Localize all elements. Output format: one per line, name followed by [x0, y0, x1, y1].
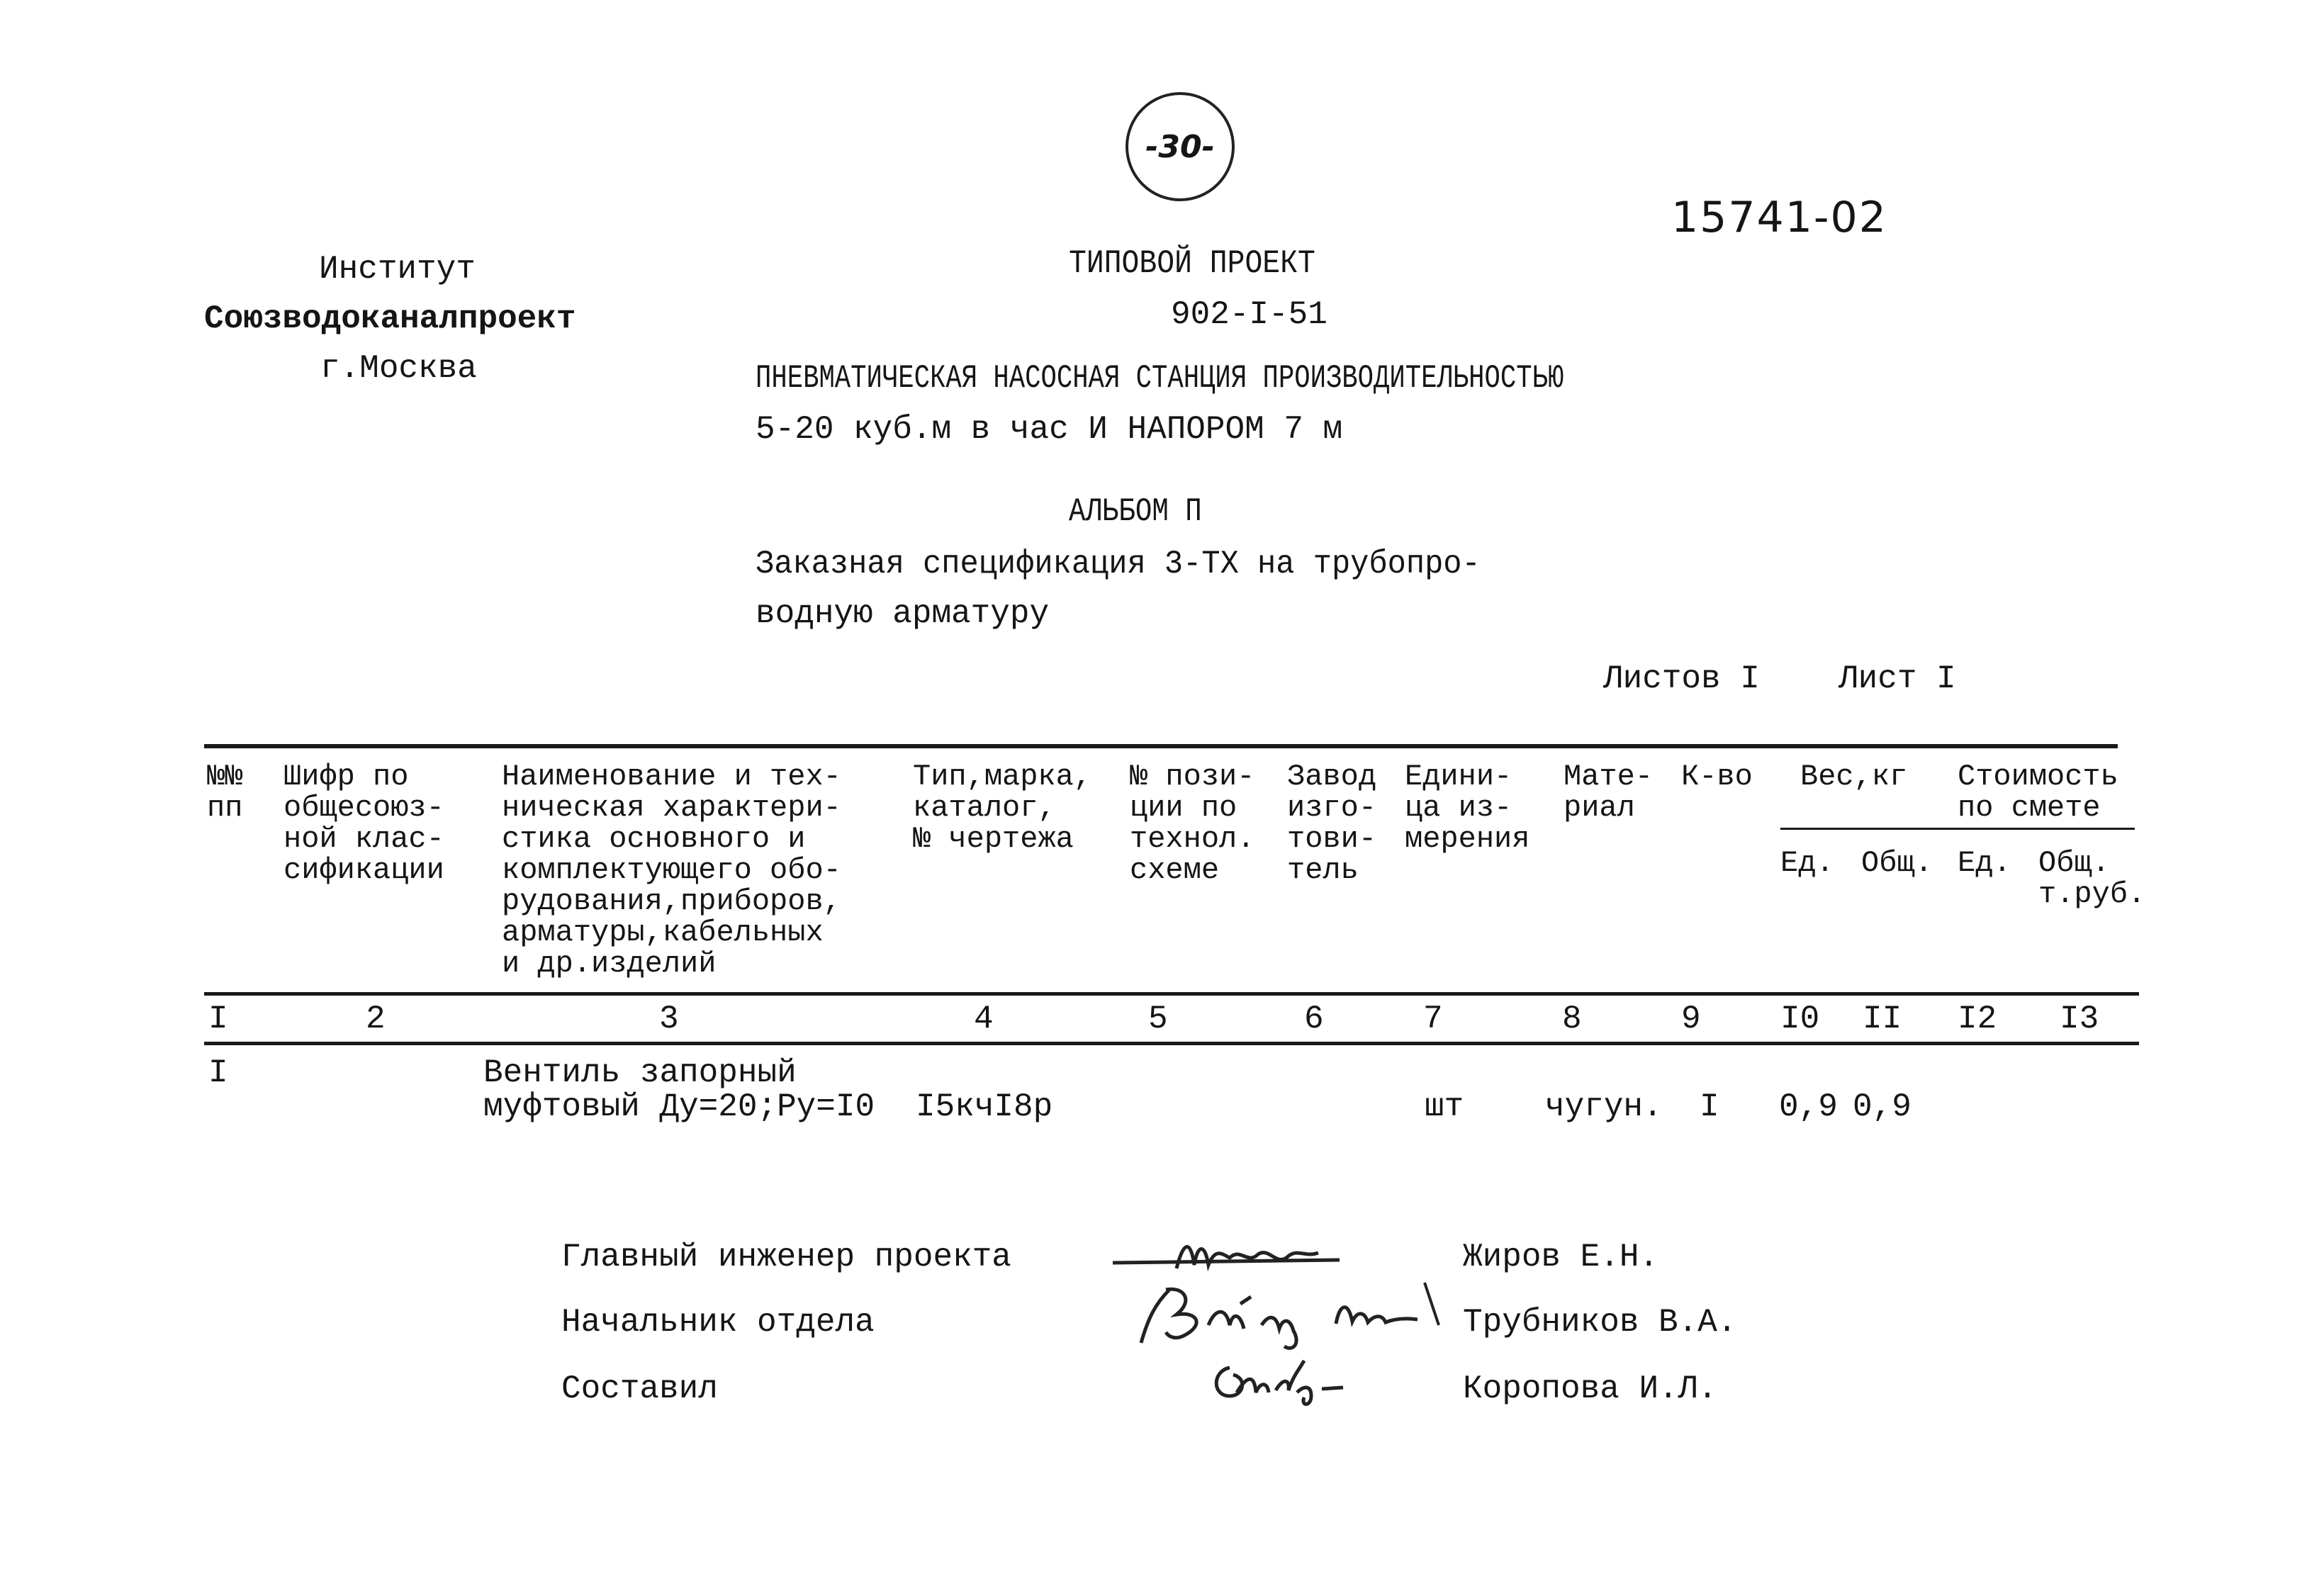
project-title-line2: 5-20 куб.м в час И НАПОРОМ 7 м — [756, 411, 1343, 448]
cell-weight-unit: 0,9 — [1779, 1088, 1838, 1125]
institute-label: Институт — [319, 251, 476, 288]
signature-name-department-head: Трубников В.А. — [1463, 1304, 1737, 1341]
header-cost-group: Стоимость по смете — [1958, 760, 2118, 825]
header-cost-unit: Ед. — [1958, 846, 2011, 880]
cell-weight-total: 0,9 — [1853, 1088, 1912, 1125]
column-number: 5 — [1148, 1001, 1168, 1037]
header-type-mark: Тип,марка, каталог, № чертежа — [913, 760, 1092, 856]
column-number: 8 — [1562, 1001, 1582, 1037]
header-manufacturer: Завод изго- тови- тель — [1287, 760, 1377, 887]
cell-quantity: I — [1700, 1088, 1719, 1125]
column-number: 2 — [366, 1001, 386, 1037]
signature-role-chief-engineer: Главный инженер проекта — [561, 1239, 1011, 1276]
header-bottom-rule — [204, 992, 2139, 996]
sheets-total: Листов I — [1603, 660, 1760, 697]
header-weight-total: Общ. — [1861, 846, 1933, 880]
header-row-number: №№ пп — [207, 760, 243, 825]
institute-city: г.Москва — [320, 350, 477, 387]
page-number-stamp — [1125, 92, 1235, 201]
handwritten-signature-compiler — [1205, 1353, 1361, 1410]
column-number: 7 — [1423, 1001, 1443, 1037]
column-number: 9 — [1681, 1001, 1701, 1037]
header-description: Наименование и тех- ническая характери- стика основного и комплектующего обо- рудования,приборов, арматуры,кабельных и др.изделий — [502, 760, 841, 981]
sheet-number: Лист I — [1839, 660, 1956, 697]
weight-group-rule — [1780, 828, 1958, 830]
header-weight-unit: Ед. — [1780, 846, 1834, 880]
project-type: ТИПОВОЙ ПРОЕКТ — [1069, 245, 1315, 282]
document-code: 15741-02 — [1671, 193, 1887, 242]
column-number: I3 — [2060, 1001, 2099, 1037]
album-label: АЛЬБОМ П — [1069, 493, 1202, 530]
header-weight-group: Вес,кг — [1800, 760, 1908, 794]
cell-row-number: I — [208, 1054, 228, 1091]
header-quantity: К-во — [1681, 760, 1753, 794]
handwritten-signature-department-head — [1127, 1276, 1460, 1353]
column-number: II — [1863, 1001, 1902, 1037]
column-number: 6 — [1304, 1001, 1324, 1037]
signature-role-compiler: Составил — [561, 1370, 718, 1407]
column-number: 4 — [974, 1001, 994, 1037]
cell-unit: шт — [1425, 1088, 1464, 1125]
signature-name-chief-engineer: Жиров Е.Н. — [1463, 1239, 1659, 1276]
page-number: -30- — [1145, 128, 1215, 165]
column-number: I0 — [1780, 1001, 1820, 1037]
specification-title-line1: Заказная спецификация 3-ТХ на трубопро- — [756, 546, 1481, 582]
header-material: Мате- риал — [1564, 760, 1654, 825]
cell-item-name: Вентиль запорный муфтовый Ду=20;Ру=I0 — [483, 1054, 875, 1125]
header-position: № пози- ции по технол. схеме — [1130, 760, 1255, 887]
header-classification-code: Шифр по общесоюз- ной клас- сификации — [284, 760, 444, 887]
numbers-bottom-rule — [204, 1042, 2139, 1045]
column-number: 3 — [659, 1001, 679, 1037]
column-number: I2 — [1958, 1001, 1997, 1037]
cell-type-mark: I5кчI8р — [916, 1088, 1053, 1125]
table-top-rule — [204, 744, 2118, 748]
header-unit: Едини- ца из- мерения — [1405, 760, 1530, 856]
signature-name-compiler: Коропова И.Л. — [1463, 1370, 1717, 1407]
header-cost-total: Общ. т.руб. — [2038, 846, 2146, 911]
specification-title-line2: водную арматуру — [756, 595, 1050, 632]
column-number: I — [208, 1001, 228, 1037]
signature-role-department-head: Начальник отдела — [561, 1304, 875, 1341]
cost-group-rule — [1958, 828, 2135, 830]
project-title-line1: ПНЕВМАТИЧЕСКАЯ НАСОСНАЯ СТАНЦИЯ ПРОИЗВОДИТЕЛЬНОСТЬЮ — [756, 360, 1564, 397]
institute-name: Союзводоканалпроект — [204, 300, 576, 337]
project-number: 902-I-51 — [1171, 296, 1327, 333]
cell-material: чугун. — [1545, 1088, 1663, 1125]
